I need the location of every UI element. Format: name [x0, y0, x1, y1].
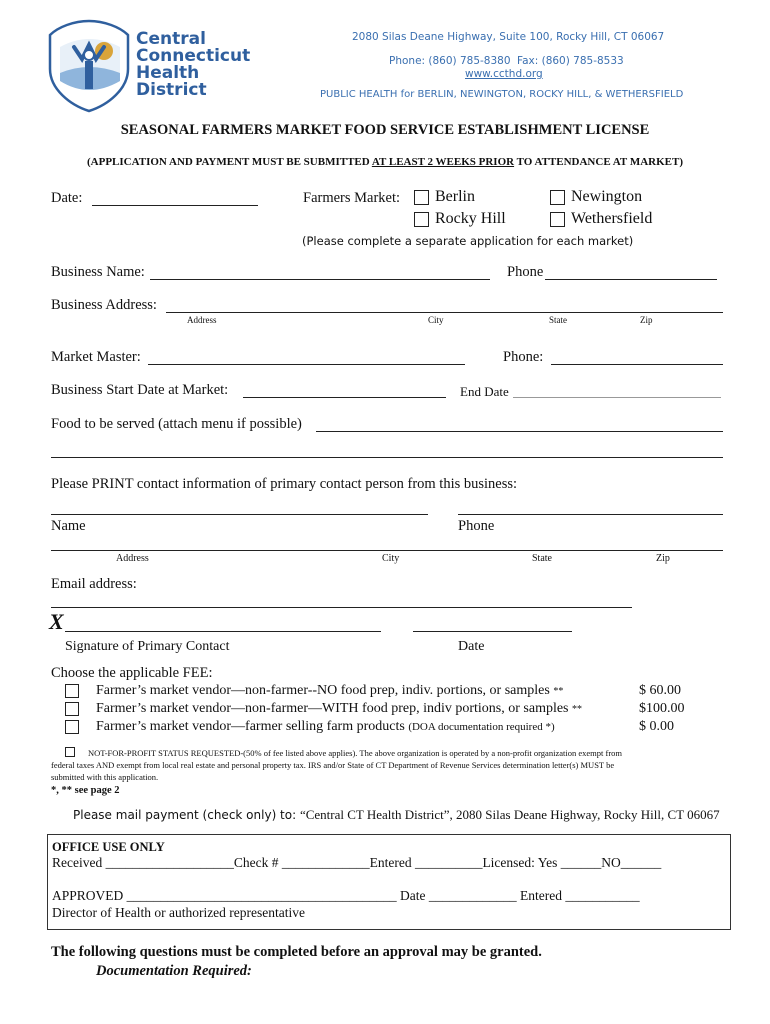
form-title: SEASONAL FARMERS MARKET FOOD SERVICE ESTABLISHMENT LICENSE — [120, 122, 650, 138]
org-name-line: Health — [136, 63, 200, 83]
fee-text-farmer — [96, 719, 555, 735]
address-sub-address: Address — [187, 315, 217, 325]
fee-checkbox-no-prep[interactable] — [65, 684, 79, 698]
office-approved-line: APPROVED ________________________________________ Date _____________ Entered ___________ — [52, 888, 640, 903]
fee-text-no-prep — [96, 683, 563, 699]
org-name — [136, 31, 250, 99]
address-sub-zip: Zip — [640, 315, 653, 325]
fee-text-with-prep — [96, 701, 582, 717]
address-sub-city: City — [428, 315, 444, 325]
fee-description: Farmer’s market vendor—non-farmer--NO food prep, indiv. portions, or samples — [96, 683, 550, 698]
nonprofit-line-1: NOT-FOR-PROFIT STATUS REQUESTED-(50% of fee listed above applies). The above organization is operated by a non-profit organization exempt from — [88, 748, 623, 758]
office-use-heading: OFFICE USE ONLY — [52, 840, 165, 854]
header-website[interactable]: www.ccthd.org — [465, 68, 543, 80]
header-phone: Phone: (860) 785-8380 — [389, 55, 511, 67]
submission-note-pre: (APPLICATION AND PAYMENT MUST BE SUBMITTED — [87, 156, 372, 168]
market-label-wethersfield: Wethersfield — [571, 210, 653, 227]
contact-phone-field[interactable] — [458, 514, 723, 515]
market-master-phone-field[interactable] — [551, 364, 723, 365]
contact-sub-address: Address — [116, 553, 149, 564]
fee-amount-no-prep: $ 60.00 — [639, 683, 681, 698]
business-name-field[interactable] — [150, 279, 490, 280]
office-director-line: Director of Health or authorized representative — [52, 905, 306, 920]
start-date-label: Business Start Date at Market: — [51, 382, 229, 398]
submission-note-deadline: AT LEAST 2 WEEKS PRIOR — [371, 156, 515, 168]
email-label: Email address: — [51, 576, 137, 592]
start-date-field[interactable] — [243, 397, 446, 398]
contact-sub-zip: Zip — [656, 553, 670, 564]
contact-address-field[interactable] — [51, 550, 723, 551]
fee-heading: Choose the applicable FEE: — [51, 665, 213, 681]
contact-sub-state: State — [532, 553, 552, 564]
header-towns: PUBLIC HEALTH for BERLIN, NEWINGTON, ROCKY HILL, & WETHERSFIELD — [320, 89, 684, 100]
org-name-line: Connecticut — [136, 46, 251, 66]
market-label-rocky-hill: Rocky Hill — [435, 210, 506, 227]
contact-heading: Please PRINT contact information of primary contact person from this business: — [51, 476, 518, 492]
food-field-line-2[interactable] — [51, 457, 723, 458]
signature-label: Signature of Primary Contact — [65, 639, 230, 654]
market-master-label: Market Master: — [51, 349, 141, 365]
fee-description: Farmer’s market vendor—farmer selling farm products — [96, 719, 405, 734]
signature-x-mark: X — [49, 609, 64, 634]
mail-instruction-pre: Please mail payment (check only) to: — [73, 808, 300, 822]
contact-phone-label: Phone — [458, 518, 495, 534]
market-label-newington: Newington — [571, 188, 643, 205]
mail-instruction — [73, 807, 720, 823]
business-phone-field[interactable] — [545, 279, 717, 280]
end-date-field[interactable] — [513, 397, 721, 398]
fee-amount-farmer: $ 0.00 — [639, 719, 674, 734]
contact-name-field[interactable] — [51, 514, 428, 515]
logo-shield-icon — [44, 17, 134, 115]
questions-heading: The following questions must be completed before an approval may be granted. — [51, 944, 542, 960]
contact-name-label: Name — [51, 518, 86, 534]
business-name-label: Business Name: — [51, 264, 145, 280]
documentation-heading: Documentation Required: — [96, 963, 252, 979]
submission-note-post: TO ATTENDANCE AT MARKET) — [514, 156, 683, 168]
food-field[interactable] — [316, 431, 723, 432]
market-label-berlin: Berlin — [435, 188, 475, 205]
date-label: Date: — [51, 190, 83, 206]
fee-checkbox-farmer[interactable] — [65, 720, 79, 734]
signature-date-field[interactable] — [413, 631, 572, 632]
fee-checkbox-with-prep[interactable] — [65, 702, 79, 716]
office-use-box — [47, 834, 731, 930]
submission-note — [0, 156, 770, 168]
market-checkbox-rocky-hill[interactable] — [414, 212, 429, 227]
nonprofit-line-3: submitted with this application. — [51, 772, 159, 782]
fee-amount-with-prep: $100.00 — [639, 701, 685, 716]
fee-mark: ** — [572, 704, 583, 715]
mail-instruction-address: “Central CT Health District”, 2080 Silas Deane Highway, Rocky Hill, CT 06067 — [299, 807, 720, 822]
market-master-field[interactable] — [148, 364, 465, 365]
business-address-field[interactable] — [166, 312, 723, 313]
header-address: 2080 Silas Deane Highway, Suite 100, Rocky Hill, CT 06067 — [352, 31, 665, 43]
signature-date-label: Date — [458, 639, 485, 654]
header-fax: Fax: (860) 785-8533 — [517, 55, 624, 67]
market-note: (Please complete a separate application for each market) — [302, 234, 634, 248]
district-logo — [44, 17, 134, 115]
org-name-line: Central — [136, 29, 206, 49]
fee-mark: (DOA documentation required *) — [408, 721, 555, 733]
fee-mark: ** — [553, 686, 564, 697]
market-checkbox-wethersfield[interactable] — [550, 212, 565, 227]
food-label: Food to be served (attach menu if possible) — [51, 416, 302, 432]
market-master-phone-label: Phone: — [503, 349, 544, 365]
signature-field[interactable] — [65, 631, 381, 632]
see-page-note: *, ** see page 2 — [51, 785, 120, 796]
end-date-label: End Date — [460, 384, 509, 399]
market-checkbox-newington[interactable] — [550, 190, 565, 205]
market-checkbox-berlin[interactable] — [414, 190, 429, 205]
address-sub-state: State — [549, 315, 567, 325]
business-phone-label: Phone — [507, 264, 544, 280]
nonprofit-checkbox[interactable] — [65, 747, 75, 757]
contact-sub-city: City — [382, 553, 400, 564]
date-field[interactable] — [92, 205, 258, 206]
market-label: Farmers Market: — [303, 190, 401, 206]
fee-description: Farmer’s market vendor—non-farmer—WITH food prep, indiv portions, or samples — [96, 701, 569, 716]
nonprofit-line-2: federal taxes AND exempt from local real estate and personal property tax. IRS and/or State of CT Department of Revenue Services determination letter(s) MUST be — [51, 760, 615, 770]
org-name-line: District — [136, 80, 207, 100]
office-received-line: Received ___________________Check # _____________Entered __________Licensed: Yes ______NO______ — [52, 855, 662, 870]
business-address-label: Business Address: — [51, 297, 157, 313]
email-field[interactable] — [51, 607, 632, 608]
